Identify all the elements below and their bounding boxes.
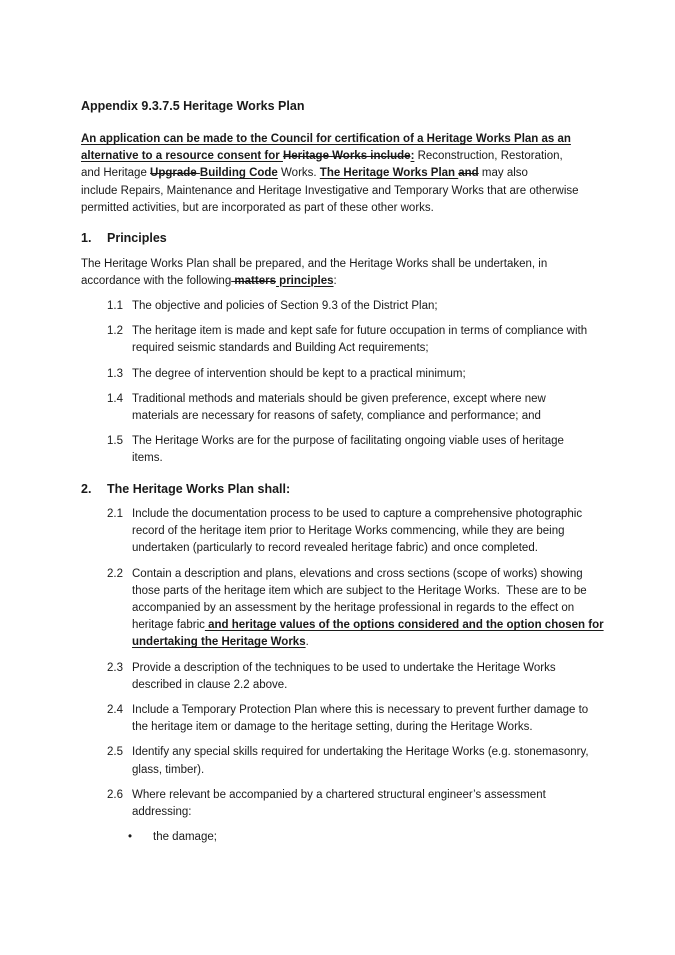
clause-number: 2.5 xyxy=(107,746,123,759)
text-run: the heritage item or damage to the heritage setting, during the Heritage Works. xyxy=(132,721,533,734)
section-heading: The Heritage Works Plan shall: xyxy=(107,481,291,496)
sections-container xyxy=(81,230,675,846)
section-number: 2. xyxy=(81,481,92,496)
text-run: undertaking the Heritage Works xyxy=(132,636,306,649)
text-run: The Heritage Works Plan shall be prepared, and the Heritage Works shall be undertaken, in xyxy=(81,257,548,270)
clause-text xyxy=(132,660,675,694)
text-run: addressing: xyxy=(132,806,192,819)
clause-item xyxy=(107,787,675,847)
text-run: Contain a description and plans, elevations and cross sections (scope of works) showing xyxy=(132,567,583,580)
text-run: items. xyxy=(132,452,163,465)
clause-number: 2.6 xyxy=(107,788,123,801)
section xyxy=(81,230,675,468)
clause-text xyxy=(132,744,675,778)
clause-number: 1.3 xyxy=(107,367,123,380)
text-run: Upgrade xyxy=(150,167,200,180)
clause-item xyxy=(107,298,675,315)
text-run: Heritage Works include xyxy=(282,150,411,163)
text-run: An application can be made to the Council for certification of a Heritage Works Plan as an xyxy=(81,133,571,145)
text-run: : xyxy=(410,150,415,163)
text-run: accordance with the following xyxy=(81,274,232,287)
section xyxy=(81,481,675,847)
clause-row xyxy=(107,433,675,467)
text-run: Traditional methods and materials should be given preference, except where new xyxy=(132,392,546,405)
clause-row xyxy=(107,391,675,425)
clause-item xyxy=(107,566,675,652)
clause-item xyxy=(107,433,675,467)
clause-text xyxy=(132,433,675,467)
clause-text xyxy=(132,506,675,558)
text-run: described in clause 2.2 above. xyxy=(132,678,288,691)
text-run: and Heritage xyxy=(81,167,151,180)
clause-number: 1.4 xyxy=(107,392,123,405)
text-run: heritage fabric xyxy=(132,619,205,632)
text-run: The Heritage Works Plan xyxy=(319,167,459,180)
text-run: . xyxy=(305,636,309,649)
clause-item xyxy=(107,391,675,425)
text-run: matters xyxy=(231,274,276,287)
clause-item xyxy=(107,366,675,383)
clause-text xyxy=(132,366,675,383)
clause-row xyxy=(107,660,675,694)
clause-row xyxy=(107,787,675,821)
text-run: and xyxy=(458,167,479,180)
text-run: The Heritage Works are for the purpose of facilitating ongoing viable uses of heritage xyxy=(132,435,564,448)
text-run: Include a Temporary Protection Plan where this is necessary to prevent further damage to xyxy=(132,704,589,717)
clause-text xyxy=(132,702,675,736)
text-run: may also xyxy=(478,167,528,180)
text-run: undertaken (particularly to record revealed heritage fabric) and once completed. xyxy=(132,542,538,555)
clause-item xyxy=(107,744,675,778)
clause-number: 2.1 xyxy=(107,508,123,521)
text-run: Provide a description of the techniques to be used to undertake the Heritage Works xyxy=(132,661,556,674)
text-run: alternative to a resource consent for xyxy=(81,150,283,163)
clause-text xyxy=(132,323,675,357)
text-run: Reconstruction, Restoration, xyxy=(414,150,563,163)
clause-number: 2.2 xyxy=(107,567,123,580)
section-heading-row xyxy=(81,230,675,248)
intro-paragraph xyxy=(81,131,675,217)
text-run: and heritage values of the options considered and the option chosen for xyxy=(204,619,604,632)
clause-item xyxy=(107,660,675,694)
text-run: Building Code xyxy=(199,167,278,180)
clause-item xyxy=(107,702,675,736)
clause-number: 1.2 xyxy=(107,325,123,338)
text-run: The degree of intervention should be kept to a practical minimum; xyxy=(132,367,466,380)
text-run: The objective and policies of Section 9.3 of the District Plan; xyxy=(132,299,438,312)
clause-row xyxy=(107,298,675,315)
bullet-icon: • xyxy=(128,831,133,844)
bullet-text xyxy=(153,829,217,846)
clause-row xyxy=(107,566,675,652)
section-lead xyxy=(81,256,675,290)
text-run: those parts of the heritage item which are subject to the Heritage Works. These are to be xyxy=(132,584,587,597)
text-run: record of the heritage item prior to Heritage Works commencing, while they are being xyxy=(132,525,565,538)
section-number: 1. xyxy=(81,231,92,246)
bullet-item xyxy=(128,829,675,846)
document-title: Appendix 9.3.7.5 Heritage Works Plan xyxy=(81,99,305,113)
clause-text xyxy=(132,566,675,652)
clause-text xyxy=(132,391,675,425)
clause-row xyxy=(107,744,675,778)
clause-text xyxy=(132,298,675,315)
clause-item xyxy=(107,506,675,558)
document-content xyxy=(81,97,675,855)
text-run: include Repairs, Maintenance and Heritage Investigative and Temporary Works that are otherwise xyxy=(81,184,579,197)
section-heading: Principles xyxy=(107,231,167,246)
text-run: : xyxy=(333,274,337,287)
section-heading-row xyxy=(81,481,675,499)
clause-row xyxy=(107,506,675,558)
text-run: Works. xyxy=(277,167,320,180)
text-run: Include the documentation process to be used to capture a comprehensive photographic xyxy=(132,508,583,521)
text-run: accompanied by an assessment by the heritage professional in regards to the effect on xyxy=(132,602,575,615)
text-run: the damage; xyxy=(153,831,217,844)
text-run: principles xyxy=(275,274,334,287)
clause-item xyxy=(107,323,675,357)
text-run: The heritage item is made and kept safe for future occupation in terms of compliance with xyxy=(132,325,588,338)
text-run: materials are necessary for reasons of safety, compliance and performance; and xyxy=(132,409,541,422)
clause-row xyxy=(107,702,675,736)
text-run: glass, timber). xyxy=(132,763,205,776)
text-run: permitted activities, but are incorporated as part of these other works. xyxy=(81,201,434,214)
clause-number: 1.5 xyxy=(107,435,123,448)
text-run: Identify any special skills required for undertaking the Heritage Works (e.g. stonemasonry, xyxy=(132,746,589,759)
clause-row xyxy=(107,323,675,357)
text-run: Where relevant be accompanied by a chartered structural engineer’s assessment xyxy=(132,788,546,801)
clause-number: 2.4 xyxy=(107,704,123,717)
clause-text xyxy=(132,787,675,821)
clause-row xyxy=(107,366,675,383)
clause-number: 1.1 xyxy=(107,299,123,312)
text-run: required seismic standards and Building Act requirements; xyxy=(132,342,429,355)
clause-number: 2.3 xyxy=(107,661,123,674)
